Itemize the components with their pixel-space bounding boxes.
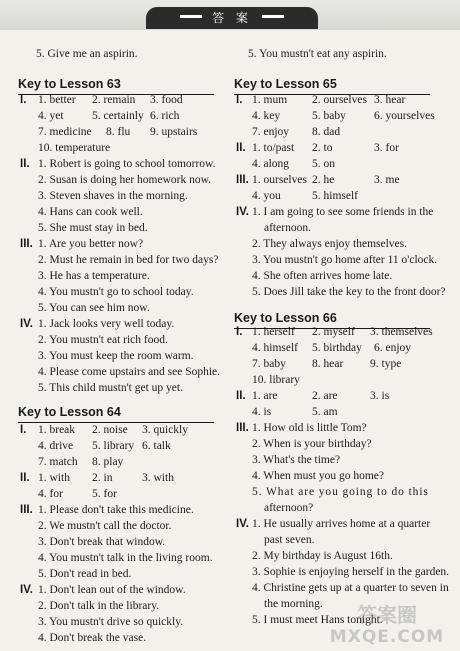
answer-item: 6. rich — [150, 110, 180, 122]
answer-line: 5. Does Jill take the key to the front door? — [252, 286, 446, 298]
answer-line: 3. He has a temperature. — [38, 270, 150, 282]
answer-item: 2. ourselves — [312, 94, 367, 106]
answer-line: 4. Hans can cook well. — [38, 206, 143, 218]
section-number: IV. — [236, 518, 250, 530]
answer-item: 8. hear — [312, 358, 344, 370]
section-number: III. — [236, 174, 249, 186]
answer-item: 2. are — [312, 390, 338, 402]
answer-line: 3. What's the time? — [252, 454, 341, 466]
answer-item: 5. certainly — [92, 110, 144, 122]
answer-line-cont: the morning. — [264, 598, 323, 610]
answer-item: 2. to — [312, 142, 333, 154]
section-number: II. — [20, 158, 30, 170]
answer-item: 8. play — [92, 456, 124, 468]
watermark — [322, 604, 452, 648]
answer-item: 9. type — [370, 358, 402, 370]
answer-item: 3. quickly — [142, 424, 188, 436]
answer-line: 5. What are you going to do this — [252, 486, 429, 498]
answer-item: 3. food — [150, 94, 183, 106]
answer-item: 5. for — [92, 488, 117, 500]
answer-line-cont: past seven. — [264, 534, 315, 546]
answer-line: 4. When must you go home? — [252, 470, 385, 482]
answer-line: 5. This child mustn't get up yet. — [38, 382, 183, 394]
section-number: III. — [20, 238, 33, 250]
answer-item: 5. on — [312, 158, 335, 170]
answer-item: 4. for — [38, 488, 63, 500]
answer-item: 1. with — [38, 472, 70, 484]
answer-line: 1. Don't lean out of the window. — [38, 584, 186, 596]
answer-line: 3. Don't break that window. — [38, 536, 166, 548]
answer-item: 4. along — [252, 158, 290, 170]
answer-item: 5. birthday — [312, 342, 362, 354]
answer-item: 4. is — [252, 406, 272, 418]
answer-line: 1. I am going to see some friends in the — [252, 206, 434, 218]
watermark-line: MXQE.COM — [329, 627, 445, 647]
answer-item: 1. better — [38, 94, 76, 106]
answer-line: 3. You mustn't drive so quickly. — [38, 616, 184, 628]
answer-line: 1. Are you better now? — [38, 238, 144, 250]
answer-line: 4. Please come upstairs and see Sophie. — [38, 366, 221, 378]
answer-item: 7. baby — [252, 358, 286, 370]
answer-line: 1. He usually arrives home at a quarter — [252, 518, 431, 530]
answer-line: 1. Please don't take this medicine. — [38, 504, 194, 516]
answer-item: 10. library — [252, 374, 300, 386]
answer-item: 1. ourselves — [252, 174, 307, 186]
answer-item: 4. key — [252, 110, 281, 122]
answer-item: 4. drive — [38, 440, 74, 452]
answer-line: 4. She often arrives home late. — [252, 270, 393, 282]
answer-line: 4. Christine gets up at a quarter to seven in — [252, 582, 449, 594]
answer-item: 1. herself — [252, 326, 295, 338]
answer-line: 2. Susan is doing her homework now. — [38, 174, 212, 186]
answer-line: 4. Don't break the vase. — [38, 632, 147, 644]
answer-line: 5. She must stay in bed. — [38, 222, 148, 234]
answer-item: 5. himself — [312, 190, 358, 202]
section-number: II. — [236, 142, 246, 154]
answer-line: 2. My birthday is August 16th. — [252, 550, 393, 562]
answer-line-cont: afternoon? — [264, 502, 314, 514]
answer-item: 2. noise — [92, 424, 128, 436]
answer-line: 5. I must meet Hans tonight. — [252, 614, 383, 626]
header-band — [0, 0, 460, 30]
answer-item: 3. themselves — [370, 326, 433, 338]
answer-line: 2. We mustn't call the doctor. — [38, 520, 172, 532]
section-number: I. — [20, 424, 27, 436]
answer-item: 8. dad — [312, 126, 341, 138]
answer-line: 5. Don't read in bed. — [38, 568, 132, 580]
answer-line: 1. Jack looks very well today. — [38, 318, 175, 330]
answer-item: 6. talk — [142, 440, 171, 452]
section-number: II. — [236, 390, 246, 402]
answer-item: 7. match — [38, 456, 78, 468]
answer-item: 3. with — [142, 472, 174, 484]
right-top-line: 5. You mustn't eat any aspirin. — [248, 48, 387, 60]
section-number: I. — [236, 94, 243, 106]
lesson66-heading: Key to Lesson 66 — [234, 310, 430, 329]
section-number: I. — [236, 326, 243, 338]
answer-item: 3. is — [370, 390, 390, 402]
section-number: IV. — [236, 206, 250, 218]
page-title: 答 案 — [146, 7, 318, 29]
section-number: III. — [20, 504, 33, 516]
watermark-line: 答案圈 — [357, 603, 417, 627]
left-top-line: 5. Give me an aspirin. — [36, 48, 138, 60]
answer-line: 2. Must he remain in bed for two days? — [38, 254, 219, 266]
answer-item: 10. temperature — [38, 142, 111, 154]
answer-line: 3. Steven shaves in the morning. — [38, 190, 188, 202]
answer-item: 4. you — [252, 190, 281, 202]
answer-item: 2. in — [92, 472, 113, 484]
answer-item: 3. hear — [374, 94, 406, 106]
lesson63-heading: Key to Lesson 63 — [18, 76, 214, 95]
answer-item: 8. flu — [106, 126, 131, 138]
answer-item: 2. myself — [312, 326, 355, 338]
answer-line-cont: afternoon. — [264, 222, 311, 234]
answer-item: 3. for — [374, 142, 399, 154]
answer-item: 6. yourselves — [374, 110, 435, 122]
answer-item: 5. library — [92, 440, 135, 452]
answer-item: 1. mum — [252, 94, 288, 106]
section-number: III. — [236, 422, 249, 434]
answer-item: 4. yet — [38, 110, 64, 122]
lesson65-heading: Key to Lesson 65 — [234, 76, 430, 95]
answer-item: 7. enjoy — [252, 126, 290, 138]
answer-item: 2. he — [312, 174, 335, 186]
lesson64-heading: Key to Lesson 64 — [18, 404, 214, 423]
answer-item: 5. baby — [312, 110, 346, 122]
section-number: IV. — [20, 318, 34, 330]
section-number: IV. — [20, 584, 34, 596]
answer-line: 2. When is your birthday? — [252, 438, 372, 450]
answer-line: 2. They always enjoy themselves. — [252, 238, 408, 250]
answer-line: 2. Don't talk in the library. — [38, 600, 160, 612]
answer-line: 5. You can see him now. — [38, 302, 150, 314]
answer-item: 5. am — [312, 406, 338, 418]
answer-item: 1. are — [252, 390, 278, 402]
answer-line: 3. You must keep the room warm. — [38, 350, 194, 362]
answer-item: 1. break — [38, 424, 76, 436]
answer-item: 7. medicine — [38, 126, 92, 138]
answer-item: 1. to/past — [252, 142, 295, 154]
section-number: II. — [20, 472, 30, 484]
answer-line: 4. You mustn't go to school today. — [38, 286, 194, 298]
answer-item: 9. upstairs — [150, 126, 198, 138]
answer-item: 2. remain — [92, 94, 136, 106]
answer-item: 6. enjoy — [374, 342, 412, 354]
answer-item: 3. me — [374, 174, 400, 186]
answer-line: 3. You mustn't go home after 11 o'clock. — [252, 254, 438, 266]
answer-item: 4. himself — [252, 342, 298, 354]
answer-line: 3. Sophie is enjoying herself in the garden. — [252, 566, 450, 578]
section-number: I. — [20, 94, 27, 106]
answer-line: 1. How old is little Tom? — [252, 422, 367, 434]
answer-line: 2. You mustn't eat rich food. — [38, 334, 168, 346]
answer-line: 1. Robert is going to school tomorrow. — [38, 158, 216, 170]
answer-line: 4. You mustn't talk in the living room. — [38, 552, 213, 564]
